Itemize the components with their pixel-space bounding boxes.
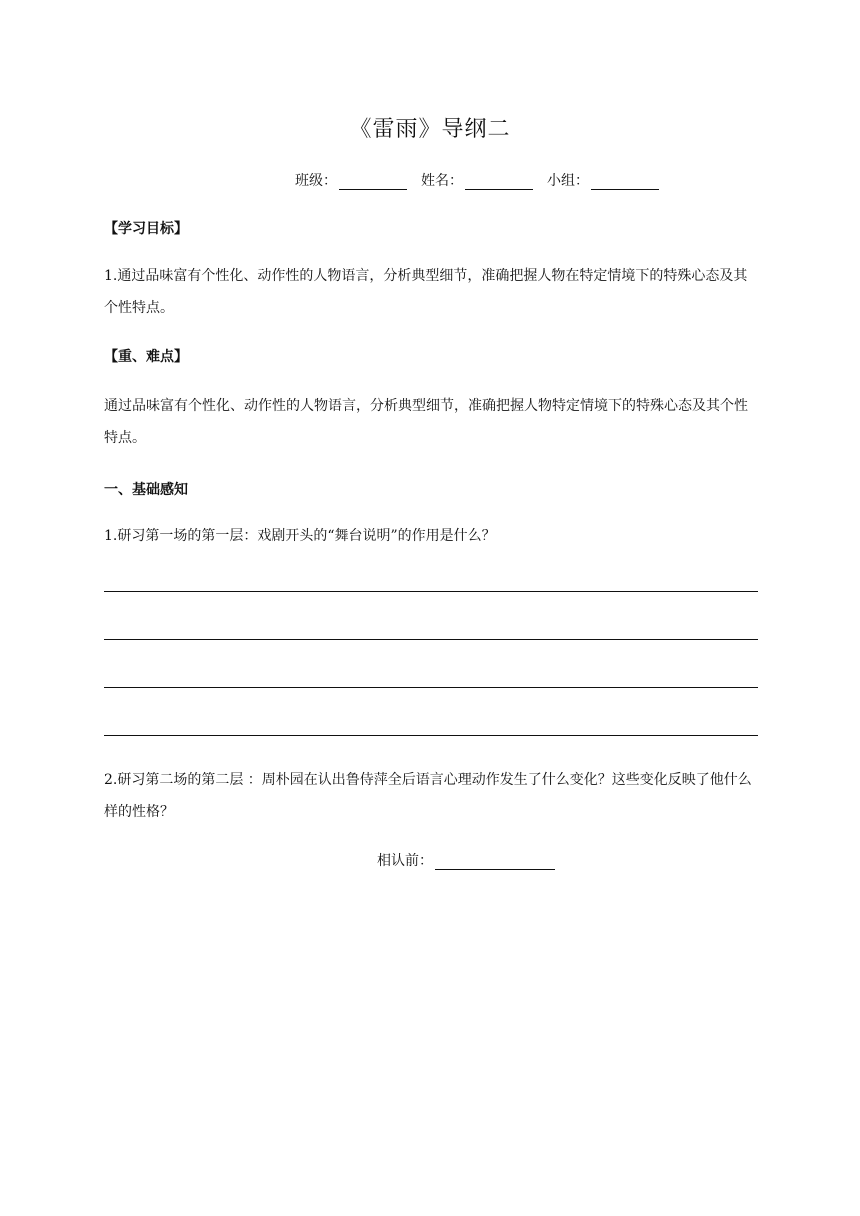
goals-text: 1.通过品味富有个性化、动作性的人物语言，分析典型细节，准确把握人物在特定情境下的特殊心态及其个性特点。	[104, 268, 748, 316]
group-field[interactable]	[547, 170, 659, 190]
answer-line-4[interactable]	[104, 735, 758, 736]
answer-line-2[interactable]	[104, 639, 758, 640]
name-label: 姓名：	[421, 173, 463, 189]
class-blank[interactable]	[339, 175, 407, 190]
before-recognition-blank[interactable]	[435, 855, 555, 870]
key-points-heading: 【重、难点】	[104, 349, 188, 365]
name-field[interactable]	[421, 170, 533, 190]
class-field[interactable]	[201, 170, 407, 190]
document-title: 《雷雨》导纲二	[349, 117, 511, 142]
goals-heading: 【学习目标】	[104, 221, 188, 237]
before-recognition-field[interactable]	[377, 850, 555, 870]
before-recognition-label: 相认前：	[377, 853, 433, 869]
answer-line-3[interactable]	[104, 687, 758, 688]
class-label: 班级：	[295, 173, 337, 189]
part1-heading: 一、基础感知	[104, 482, 188, 498]
group-label: 小组：	[547, 173, 589, 189]
answer-line-1[interactable]	[104, 591, 758, 592]
group-blank[interactable]	[591, 175, 659, 190]
question-2: 2.研习第二场的第二层 ：周朴园在认出鲁侍萍全后语言心理动作发生了什么变化？这些变化反映了他什么样的性格？	[104, 772, 752, 820]
student-info-row	[0, 170, 860, 190]
name-blank[interactable]	[465, 175, 533, 190]
question-1: 1.研习第一场的第一层：戏剧开头的“舞台说明”的作用是什么？	[104, 528, 496, 544]
key-points-text: 通过品味富有个性化、动作性的人物语言，分析典型细节，准确把握人物特定情境下的特殊心态及其个性特点。	[104, 398, 748, 446]
